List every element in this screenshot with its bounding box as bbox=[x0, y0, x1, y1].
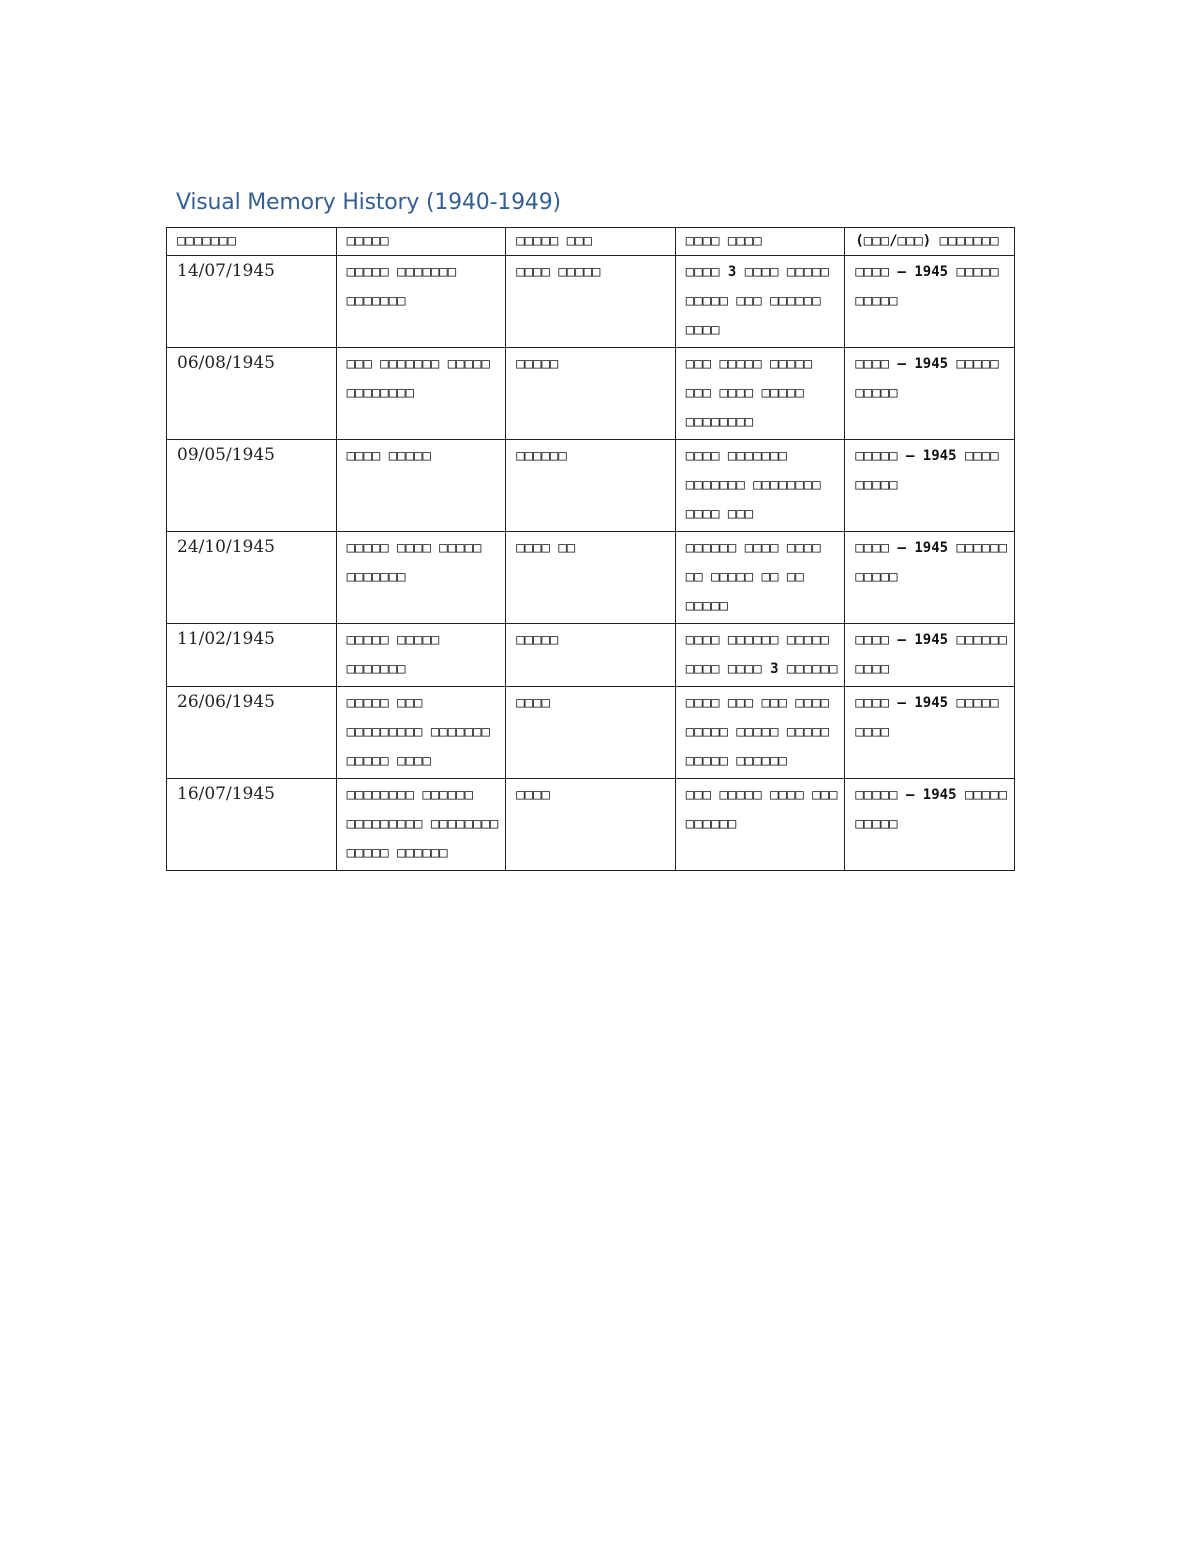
table-cell: □□□□ □□□□□ bbox=[336, 440, 506, 532]
table-row bbox=[167, 687, 1015, 779]
table-cell-date: 26/06/1945 bbox=[167, 687, 337, 779]
table-cell: □□□□ – 1945 □□□□□□ □□□□□ bbox=[845, 532, 1015, 624]
table-cell-date: 24/10/1945 bbox=[167, 532, 337, 624]
table-cell-date: 16/07/1945 bbox=[167, 779, 337, 871]
history-table bbox=[166, 227, 1015, 871]
table-cell-date: 06/08/1945 bbox=[167, 348, 337, 440]
table-cell: □□□□□□ bbox=[506, 440, 676, 532]
table-row bbox=[167, 779, 1015, 871]
table-cell: □□□□□ □□□□□ □□□□□□□ bbox=[336, 624, 506, 687]
table-row bbox=[167, 624, 1015, 687]
table-header-row bbox=[167, 228, 1015, 256]
table-cell-date: 09/05/1945 bbox=[167, 440, 337, 532]
table-cell-date: 11/02/1945 bbox=[167, 624, 337, 687]
column-header-4: □□□□ □□□□ bbox=[675, 228, 845, 256]
table-cell: □□□ □□□□□ □□□□□ □□□ □□□□ □□□□□ □□□□□□□□ bbox=[675, 348, 845, 440]
table-cell: □□□□ □□□ □□□ □□□□ □□□□□ □□□□□ □□□□□ □□□□□ □□□□□□ bbox=[675, 687, 845, 779]
table-cell: □□□□□□□□ □□□□□□ □□□□□□□□□ □□□□□□□□ □□□□□ □□□□□□ bbox=[336, 779, 506, 871]
table-cell: □□□□□ □□□□ □□□□□ □□□□□□□ bbox=[336, 532, 506, 624]
table-cell: □□□□ bbox=[506, 779, 676, 871]
column-header-2: □□□□□ bbox=[336, 228, 506, 256]
table-cell: □□□ □□□□□ □□□□ □□□ □□□□□□ bbox=[675, 779, 845, 871]
table-cell: □□□□ – 1945 □□□□□ □□□□□ bbox=[845, 348, 1015, 440]
table-cell: □□□□□ – 1945 □□□□ □□□□□ bbox=[845, 440, 1015, 532]
table-cell: □□□□ □□□□□□□ □□□□□□□ □□□□□□□□ □□□□ □□□ bbox=[675, 440, 845, 532]
table-cell-date: 14/07/1945 bbox=[167, 256, 337, 348]
table-cell: □□□□ □□□□□□ □□□□□ □□□□ □□□□ 3 □□□□□□ bbox=[675, 624, 845, 687]
table-row bbox=[167, 440, 1015, 532]
column-header-date: □□□□□□□ bbox=[167, 228, 337, 256]
table-row bbox=[167, 256, 1015, 348]
table-cell: □□□□ 3 □□□□ □□□□□ □□□□□ □□□ □□□□□□ □□□□ bbox=[675, 256, 845, 348]
table-cell: □□□□ bbox=[506, 687, 676, 779]
column-header-3: □□□□□ □□□ bbox=[506, 228, 676, 256]
table-cell: □□□□ – 1945 □□□□□ □□□□□ bbox=[845, 256, 1015, 348]
table-cell: □□□□□ □□□□□□□ □□□□□□□ bbox=[336, 256, 506, 348]
table-cell: □□□□□□ □□□□ □□□□ □□ □□□□□ □□ □□ □□□□□ bbox=[675, 532, 845, 624]
table-cell: □□□□ – 1945 □□□□□□ □□□□ bbox=[845, 624, 1015, 687]
table-row bbox=[167, 348, 1015, 440]
document-title: Visual Memory History (1940-1949) bbox=[176, 190, 561, 215]
table-cell: □□□ □□□□□□□ □□□□□ □□□□□□□□ bbox=[336, 348, 506, 440]
column-header-5: (□□□/□□□) □□□□□□□ bbox=[845, 228, 1015, 256]
table-cell: □□□□□ □□□ □□□□□□□□□ □□□□□□□ □□□□□ □□□□ bbox=[336, 687, 506, 779]
table-cell: □□□□ – 1945 □□□□□ □□□□ bbox=[845, 687, 1015, 779]
table-cell: □□□□ □□ bbox=[506, 532, 676, 624]
table-cell: □□□□□ bbox=[506, 624, 676, 687]
table-cell: □□□□□ – 1945 □□□□□ □□□□□ bbox=[845, 779, 1015, 871]
table-row bbox=[167, 532, 1015, 624]
table-cell: □□□□ □□□□□ bbox=[506, 256, 676, 348]
table-cell: □□□□□ bbox=[506, 348, 676, 440]
